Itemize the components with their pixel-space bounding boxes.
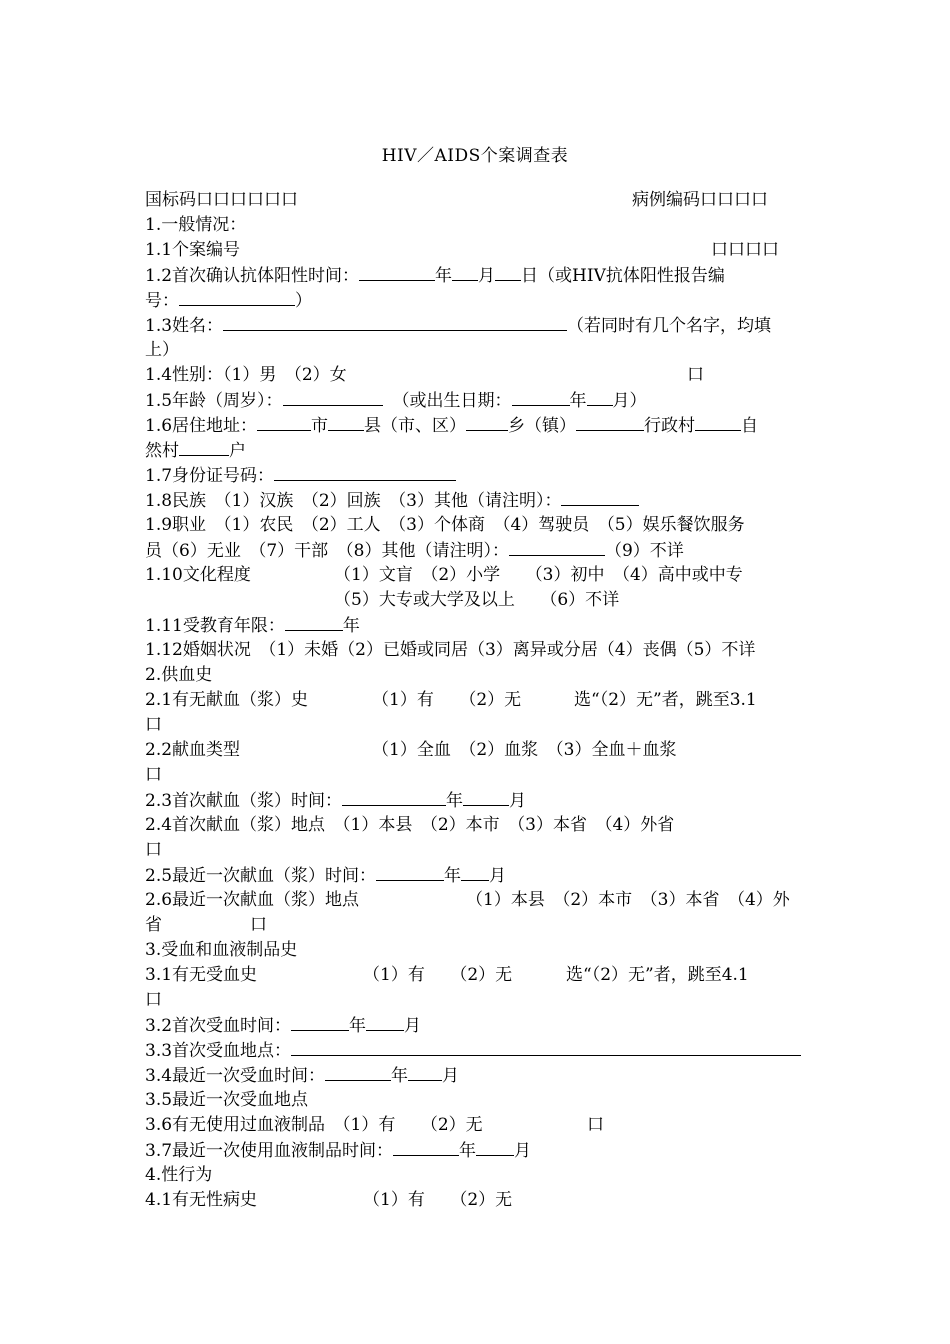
transfusion-history-label: 3.1有无受血史 bbox=[145, 965, 258, 985]
birth-year-blank[interactable] bbox=[512, 389, 570, 406]
occupation-other-blank[interactable] bbox=[509, 539, 605, 556]
line-first-donation-time bbox=[145, 789, 526, 811]
household-blank[interactable] bbox=[179, 439, 229, 456]
line-name-cont: 上） bbox=[145, 340, 179, 360]
first-transfusion-time-label: 3.2首次受血时间： bbox=[145, 1016, 292, 1036]
address-label: 1.6居住地址： bbox=[145, 416, 258, 436]
line-first-donation-place: 2.4首次献血（浆）地点 （1）本县 （2）本市 （3）本省 （4）外省 bbox=[145, 815, 675, 835]
ethnicity-label: 1.8民族 （1）汉族 （2）回族 （3）其他（请注明）： bbox=[145, 491, 562, 511]
birth-year-label: 年 bbox=[569, 391, 587, 411]
year-blank[interactable] bbox=[359, 264, 435, 281]
transfusion-history-options: （1）有 （2）无 bbox=[363, 965, 513, 985]
line-report-number bbox=[145, 289, 312, 311]
report-number-suffix: ） bbox=[295, 291, 312, 311]
case-code: 病例编码口口口口 bbox=[632, 190, 768, 210]
transfusion-skip-note: 选“（2）无”者，跳至4.1 bbox=[566, 965, 749, 985]
last-donation-month-blank[interactable] bbox=[461, 864, 489, 881]
section-general: 1.一般情况： bbox=[145, 215, 247, 235]
report-number-prefix: 号： bbox=[145, 291, 179, 311]
name-label: 1.3姓名： bbox=[145, 316, 224, 336]
donation-history-options: （1）有 （2）无 bbox=[372, 690, 522, 710]
city-blank[interactable] bbox=[257, 414, 311, 431]
birth-month-label: 月） bbox=[612, 391, 647, 411]
month-label: 月 bbox=[489, 866, 507, 886]
first-transfusion-year-blank[interactable] bbox=[291, 1014, 349, 1031]
last-donation-place-box[interactable]: 口 bbox=[250, 915, 267, 935]
last-blood-product-time-label: 3.7最近一次使用血液制品时间： bbox=[145, 1141, 394, 1161]
line-address-cont bbox=[145, 439, 246, 461]
case-number-boxes: 口口口口 bbox=[711, 240, 779, 260]
line-occupation-cont bbox=[145, 539, 684, 561]
town-label: 乡（镇） bbox=[508, 416, 577, 436]
name-note: （若同时有几个名字，均填 bbox=[567, 316, 772, 336]
birthdate-label: （或出生日期： bbox=[392, 391, 512, 411]
county-blank[interactable] bbox=[328, 414, 364, 431]
donation-history-label: 2.1有无献血（浆）史 bbox=[145, 690, 309, 710]
natural-village-label-cont: 然村 bbox=[145, 441, 179, 461]
std-history-label: 4.1有无性病史 bbox=[145, 1190, 258, 1210]
name-blank[interactable] bbox=[223, 314, 567, 331]
county-label: 县（市、区） bbox=[364, 416, 467, 436]
last-blood-product-year-blank[interactable] bbox=[393, 1139, 459, 1156]
village-label: 行政村 bbox=[644, 416, 696, 436]
first-transfusion-place-label: 3.3首次受血地点： bbox=[145, 1041, 292, 1061]
id-number-label: 1.7身份证号码： bbox=[145, 466, 275, 486]
line-last-transfusion-time bbox=[145, 1064, 459, 1086]
town-blank[interactable] bbox=[466, 414, 508, 431]
first-donation-month-blank[interactable] bbox=[463, 789, 509, 806]
natural-village-label: 自 bbox=[741, 416, 759, 436]
education-years-blank[interactable] bbox=[285, 614, 343, 631]
month-label: 月 bbox=[509, 791, 527, 811]
sex-box[interactable]: 口 bbox=[687, 365, 704, 385]
line-id-number bbox=[145, 464, 456, 486]
first-transfusion-place-blank[interactable] bbox=[291, 1039, 801, 1056]
education-options-1: （1）文盲 （2）小学 （3）初中 （4）高中或中专 bbox=[334, 565, 743, 585]
natural-village-blank[interactable] bbox=[695, 414, 741, 431]
month-label: 月 bbox=[442, 1066, 460, 1086]
year-label: 年 bbox=[446, 791, 464, 811]
line-first-transfusion-time bbox=[145, 1014, 421, 1036]
line-last-donation-time bbox=[145, 864, 506, 886]
occupation-unknown: （9）不详 bbox=[604, 541, 684, 561]
line-marital: 1.12婚姻状况 （1）未婚（2）已婚或同居（3）离异或分居（4）丧偶（5）不详 bbox=[145, 640, 756, 660]
case-number-label: 1.1个案编号 bbox=[145, 240, 241, 260]
first-donation-place-box[interactable]: 口 bbox=[145, 840, 162, 860]
first-donation-time-label: 2.3首次献血（浆）时间： bbox=[145, 791, 343, 811]
section-blood-donation: 2.供血史 bbox=[145, 665, 213, 685]
line-last-blood-product-time bbox=[145, 1139, 531, 1161]
std-history-options: （1）有 （2）无 bbox=[363, 1190, 513, 1210]
line-blood-products: 3.6有无使用过血液制品 （1）有 （2）无 bbox=[145, 1115, 483, 1135]
last-blood-product-month-blank[interactable] bbox=[476, 1139, 514, 1156]
education-years-unit: 年 bbox=[342, 616, 360, 636]
city-label: 市 bbox=[311, 416, 329, 436]
form-title: HIV／AIDS个案调查表 bbox=[381, 146, 569, 166]
month-blank[interactable] bbox=[452, 264, 478, 281]
education-options-2: （5）大专或大学及以上 （6）不详 bbox=[334, 590, 620, 610]
education-years-label: 1.11受教育年限： bbox=[145, 616, 285, 636]
last-transfusion-year-blank[interactable] bbox=[325, 1064, 391, 1081]
line-occupation: 1.9职业 （1）农民 （2）工人 （3）个体商 （4）驾驶员 （5）娱乐餐饮服务 bbox=[145, 515, 745, 535]
last-donation-place-cont: 省 bbox=[145, 915, 162, 935]
year-label: 年 bbox=[444, 866, 462, 886]
last-donation-place-options: （1）本县 （2）本市 （3）本省 （4）外 bbox=[466, 890, 790, 910]
donation-skip-note: 选“（2）无”者，跳至3.1 bbox=[574, 690, 757, 710]
first-transfusion-month-blank[interactable] bbox=[366, 1014, 404, 1031]
line-last-transfusion-place: 3.5最近一次受血地点 bbox=[145, 1090, 309, 1110]
last-transfusion-time-label: 3.4最近一次受血时间： bbox=[145, 1066, 326, 1086]
month-label: 月 bbox=[514, 1141, 532, 1161]
education-label: 1.10文化程度 bbox=[145, 565, 251, 585]
field-label: 1.2首次确认抗体阳性时间： bbox=[145, 266, 360, 286]
village-blank[interactable] bbox=[576, 414, 644, 431]
line-education-years bbox=[145, 614, 360, 636]
last-donation-time-label: 2.5最近一次献血（浆）时间： bbox=[145, 866, 377, 886]
last-donation-year-blank[interactable] bbox=[376, 864, 444, 881]
household-label: 户 bbox=[229, 441, 246, 461]
id-number-blank[interactable] bbox=[274, 464, 456, 481]
line-address bbox=[145, 414, 758, 436]
age-label: 1.5年龄（周岁）： bbox=[145, 391, 283, 411]
year-label: 年 bbox=[391, 1066, 409, 1086]
section-sexual-behavior: 4.性行为 bbox=[145, 1165, 213, 1185]
donation-type-label: 2.2献血类型 bbox=[145, 740, 241, 760]
ethnicity-blank[interactable] bbox=[561, 489, 639, 506]
section-transfusion: 3.受血和血液制品史 bbox=[145, 940, 298, 960]
line-ethnicity bbox=[145, 489, 639, 511]
day-blank[interactable] bbox=[495, 264, 521, 281]
line-name bbox=[145, 314, 771, 336]
first-donation-year-blank[interactable] bbox=[342, 789, 446, 806]
line-first-positive-date bbox=[145, 264, 725, 286]
national-code: 国标码口口口口口口 bbox=[145, 190, 298, 210]
line-first-transfusion-place bbox=[145, 1039, 801, 1061]
year-label: 年 bbox=[349, 1016, 367, 1036]
report-number-blank[interactable] bbox=[179, 289, 295, 306]
donation-type-box[interactable]: 口 bbox=[145, 765, 162, 785]
occupation-other-label: 员（6）无业 （7）干部 （8）其他（请注明）： bbox=[145, 541, 509, 561]
report-number-label: 日（或HIV抗体阳性报告编 bbox=[521, 266, 725, 286]
birth-month-blank[interactable] bbox=[587, 389, 613, 406]
donation-type-options: （1）全血 （2）血浆 （3）全血＋血浆 bbox=[372, 740, 677, 760]
transfusion-history-box[interactable]: 口 bbox=[145, 990, 162, 1010]
age-blank[interactable] bbox=[283, 389, 383, 406]
last-transfusion-month-blank[interactable] bbox=[408, 1064, 442, 1081]
donation-history-box[interactable]: 口 bbox=[145, 715, 162, 735]
line-age bbox=[145, 389, 647, 411]
line-sex: 1.4性别：（1）男 （2）女 bbox=[145, 365, 347, 385]
year-label: 年 bbox=[459, 1141, 477, 1161]
month-label: 月 bbox=[404, 1016, 422, 1036]
year-label: 年 bbox=[435, 266, 453, 286]
blood-products-box[interactable]: 口 bbox=[587, 1115, 604, 1135]
month-label: 月 bbox=[478, 266, 496, 286]
last-donation-place-label: 2.6最近一次献血（浆）地点 bbox=[145, 890, 360, 910]
